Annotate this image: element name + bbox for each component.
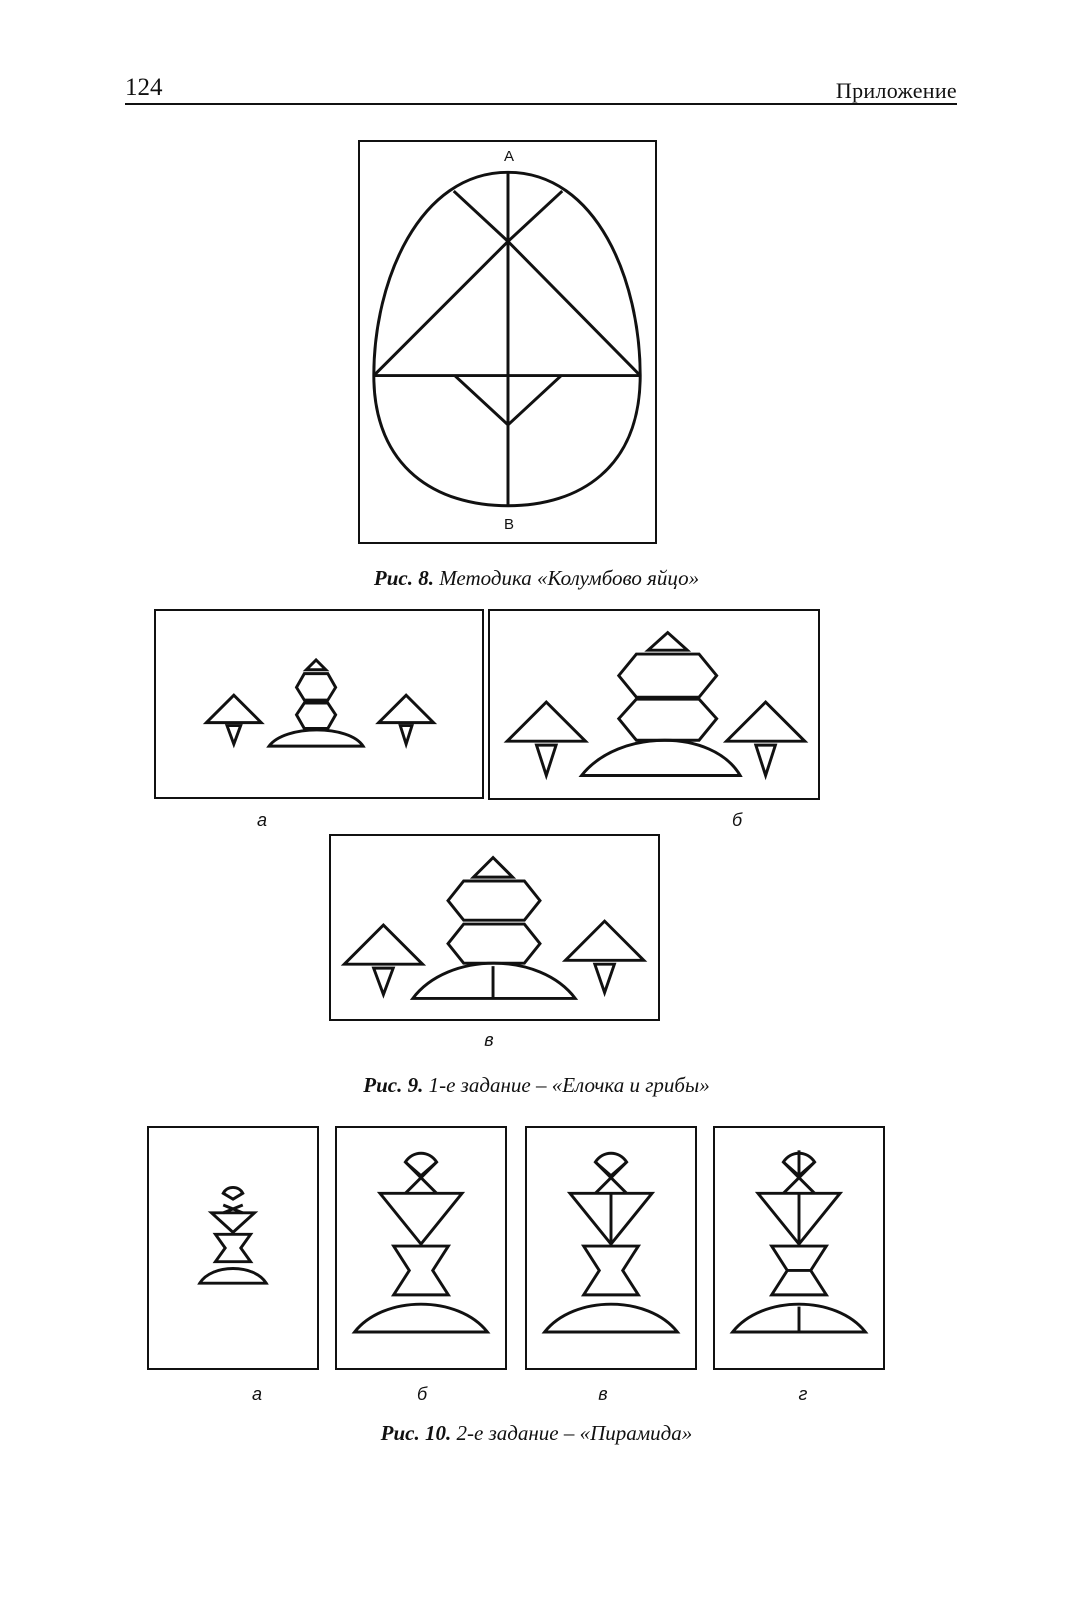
pyramid-base xyxy=(545,1304,678,1332)
figure-8-egg xyxy=(358,140,657,544)
figure-10b-panel xyxy=(335,1126,507,1370)
pyramid-fan-top xyxy=(405,1153,436,1175)
mushroom-cap xyxy=(344,925,422,964)
egg-puzzle-diagram xyxy=(360,142,655,542)
figure-9b-panel xyxy=(488,609,820,800)
pyramid-small xyxy=(149,1128,317,1368)
figure-10a-panel xyxy=(147,1126,319,1370)
egg-upper-left-diagonal xyxy=(454,191,508,241)
tree-tier xyxy=(619,699,717,740)
mushroom-cap xyxy=(507,702,585,741)
tree-top xyxy=(306,660,326,670)
pyramid-hourglass xyxy=(584,1246,639,1295)
page-number: 124 xyxy=(125,74,163,101)
figure-9a-panel xyxy=(154,609,484,799)
pyramid-fan-top xyxy=(223,1187,243,1199)
figure-9-caption-text: 1-е задание – «Елочка и грибы» xyxy=(428,1073,710,1097)
figure-10-caption xyxy=(0,1421,1073,1446)
point-a-label: А xyxy=(503,148,515,165)
header-rule xyxy=(125,103,957,105)
figure-10a-label: а xyxy=(251,1384,263,1404)
mushroom-cap xyxy=(565,921,643,960)
figure-10-caption-text: 2-е задание – «Пирамида» xyxy=(456,1421,693,1445)
figure-10b-label: б xyxy=(416,1384,428,1404)
tree-top xyxy=(473,858,512,878)
pyramid-triangle xyxy=(380,1193,462,1244)
tree-and-mushrooms-divided xyxy=(331,836,658,1019)
tree-tier xyxy=(448,924,540,963)
tree-base xyxy=(269,730,363,746)
tree-tier xyxy=(296,674,335,700)
mushroom-cap xyxy=(206,695,261,722)
tree-tier xyxy=(296,703,335,728)
figure-9a-label: а xyxy=(256,810,268,830)
mushroom-stem xyxy=(595,964,615,992)
figure-8-caption xyxy=(0,566,1073,591)
tree-tier xyxy=(448,881,540,920)
figure-10c-panel xyxy=(525,1126,697,1370)
mushroom-stem xyxy=(537,745,557,775)
pyramid-base xyxy=(200,1269,266,1284)
figure-8-caption-text: Методика «Колумбово яйцо» xyxy=(439,566,700,590)
figure-9b-label: б xyxy=(731,810,743,830)
pyramid-fully-divided xyxy=(715,1128,883,1368)
tree-and-mushrooms-small xyxy=(156,611,482,797)
figure-9c-label: в xyxy=(484,1030,494,1050)
figure-10d-label: г xyxy=(798,1384,808,1404)
figure-10c-label: в xyxy=(598,1384,608,1404)
figure-8-caption-number: Рис. 8. xyxy=(373,566,434,590)
figure-9-caption xyxy=(0,1073,1073,1098)
tree-and-mushrooms-large xyxy=(490,611,818,798)
point-b-label: В xyxy=(503,516,515,533)
pyramid-large xyxy=(337,1128,505,1368)
figure-10-caption-number: Рис. 10. xyxy=(380,1421,452,1445)
running-title: Приложение xyxy=(835,78,957,103)
mushroom-stem xyxy=(227,726,241,745)
pyramid-base xyxy=(355,1304,488,1332)
mushroom-cap xyxy=(726,702,804,741)
mushroom-cap xyxy=(379,695,434,722)
pyramid-triangle xyxy=(212,1213,255,1233)
tree-tier xyxy=(619,654,717,697)
figure-9c-panel xyxy=(329,834,660,1021)
mushroom-stem xyxy=(374,968,394,994)
tree-top xyxy=(648,633,687,651)
figure-10d-panel xyxy=(713,1126,885,1370)
egg-right-diagonal xyxy=(508,241,640,375)
egg-upper-right-diagonal xyxy=(508,191,562,241)
tree-base xyxy=(582,740,741,775)
pyramid-fan-top xyxy=(595,1153,626,1175)
pyramid-with-center-line xyxy=(527,1128,695,1368)
egg-left-diagonal xyxy=(374,241,508,375)
mushroom-stem xyxy=(400,726,412,745)
pyramid-hourglass xyxy=(394,1246,449,1295)
pyramid-hourglass xyxy=(215,1234,250,1261)
mushroom-stem xyxy=(756,745,776,775)
figure-9-caption-number: Рис. 9. xyxy=(363,1073,424,1097)
